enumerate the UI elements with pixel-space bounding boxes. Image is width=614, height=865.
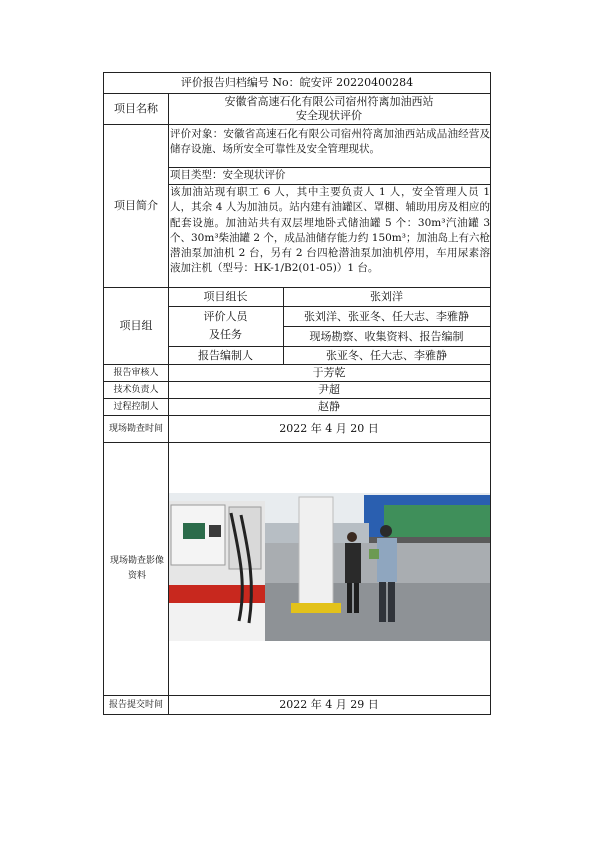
submit-time-row [104, 696, 490, 715]
process-ctrl-name: 赵静 [318, 400, 340, 413]
team-label: 项目组 [119, 319, 153, 332]
intro-row [104, 125, 490, 288]
site-photo [169, 493, 490, 641]
reviewer-row [104, 365, 490, 382]
tech-lead-name: 尹超 [318, 383, 340, 396]
writers-names: 张亚冬、任大志、李雅静 [326, 348, 447, 362]
project-name-line1: 安徽省高速石化有限公司宿州符离加油西站 [224, 95, 434, 108]
project-name-label: 项目名称 [114, 102, 158, 115]
intro-object: 评价对象：安徽省高速石化有限公司宿州符离加油西站成品油经营及储存设施、场所安全可靠性及安全管理现状。 [170, 128, 490, 156]
report-table [103, 72, 491, 715]
evaluators-names: 张刘洋、张亚冬、任大志、李雅静 [304, 309, 469, 323]
project-name-row [104, 94, 490, 125]
writers-label: 报告编制人 [198, 348, 253, 362]
survey-date: 2022 年 4 月 20 日 [279, 422, 379, 435]
submit-time-label: 报告提交时间 [108, 700, 163, 710]
survey-time-row [104, 416, 490, 443]
tech-lead-row [104, 382, 490, 399]
evaluators-tasks: 现场勘察、收集资料、报告编制 [309, 329, 464, 343]
archive-row [104, 73, 490, 94]
process-ctrl-row [104, 399, 490, 416]
reviewer-label: 报告审核人 [113, 368, 159, 378]
team-row [104, 288, 490, 365]
intro-type: 项目类型：安全现状评价 [170, 169, 286, 181]
submit-date: 2022 年 4 月 29 日 [279, 698, 379, 711]
evaluators-label-1: 评价人员 [203, 310, 248, 323]
intro-label: 项目简介 [114, 199, 158, 212]
tech-lead-label: 技术负责人 [113, 385, 159, 395]
archive-number: 评价报告归档编号 No：皖安评 20220400284 [180, 76, 414, 89]
leader-name: 张刘洋 [370, 290, 403, 303]
leader-label: 项目组长 [203, 290, 248, 303]
survey-images-label: 现场勘查影像资料 [109, 556, 164, 581]
evaluators-label-2: 及任务 [209, 328, 242, 341]
survey-time-label: 现场勘查时间 [108, 424, 163, 434]
process-ctrl-label: 过程控制人 [113, 402, 159, 412]
project-name-line2: 安全现状评价 [296, 109, 362, 122]
reviewer-name: 于芳乾 [312, 366, 346, 379]
intro-body: 该加油站现有职工 6 人，其中主要负责人 1 人，安全管理人员 1 人，其余 4 人为加油员。站内建有油罐区、罩棚、辅助用房及相应的配套设施。加油站共有双层埋地卧式储油罐 5 个：30m³汽油罐 3 个、30m³柴油罐 2 个，成品油储存能力约 150m³；加油岛上有六枪潜油泵加油机 2 台，另有 2 台四枪潜油泵加油机停用，车用尿素溶液加注机（型号：HK-1/B2(01-05)）1 台。 [170, 186, 490, 275]
